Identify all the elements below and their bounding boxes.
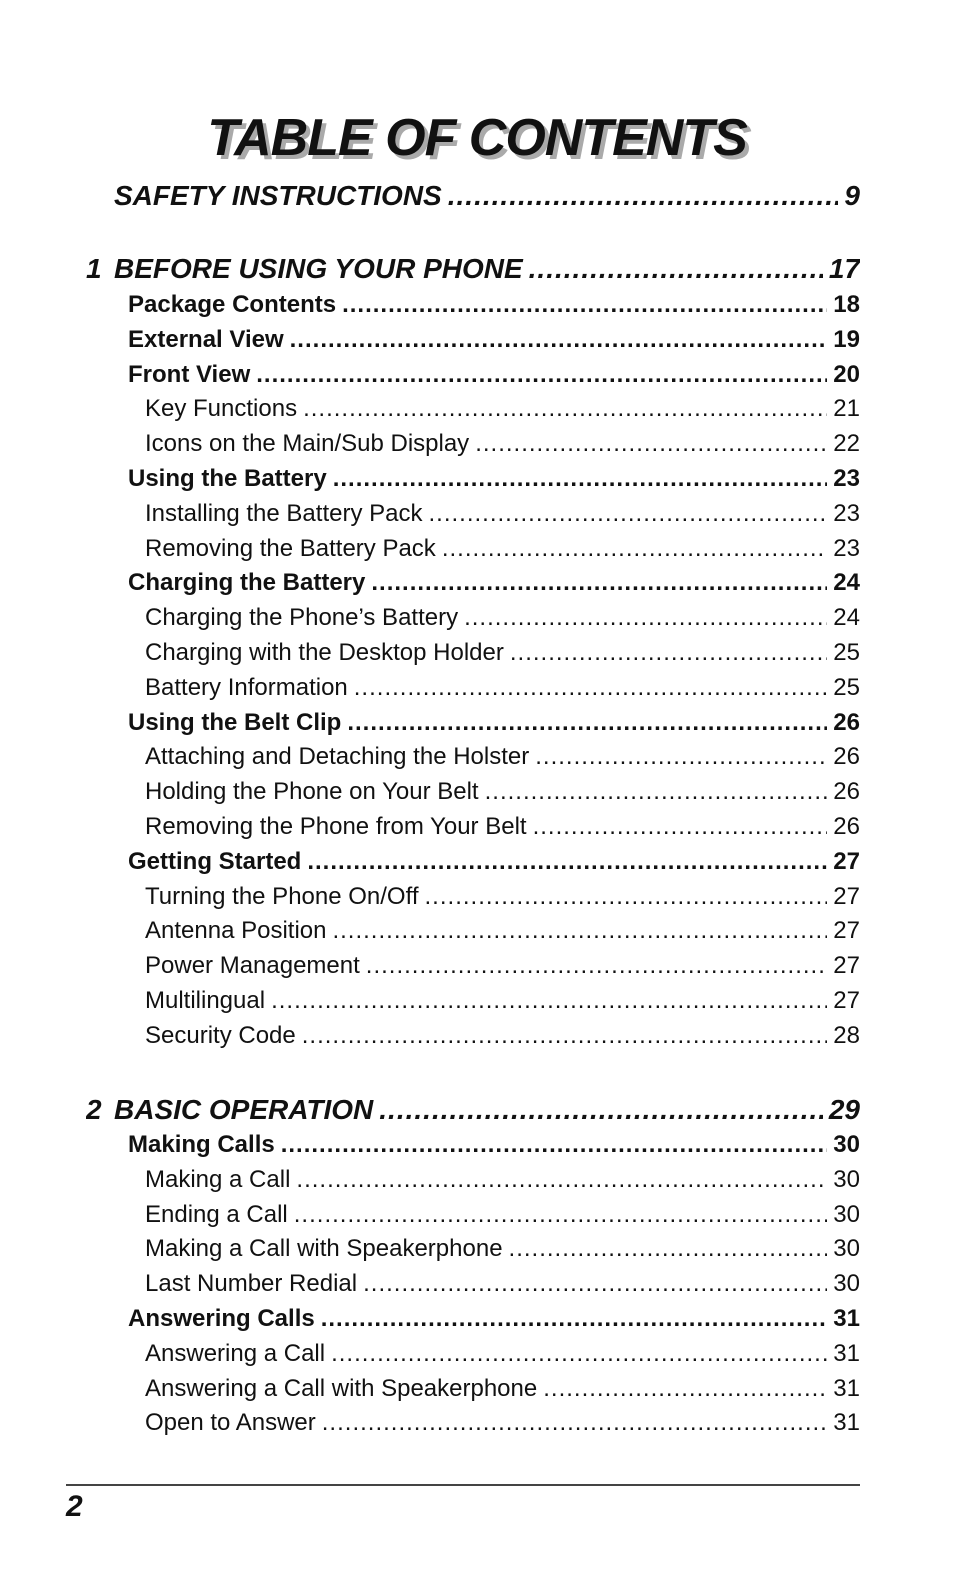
toc-entry-page: 31 [833, 1409, 860, 1437]
dot-leader [294, 1198, 828, 1232]
toc-entry-page: 30 [833, 1131, 860, 1158]
dot-leader [485, 775, 828, 809]
toc-subsection-entry[interactable] [145, 1267, 860, 1301]
toc-entry-page: 24 [833, 604, 860, 632]
toc-entry-page: 23 [833, 499, 860, 527]
dot-leader [529, 250, 823, 288]
toc-entry-label: Power Management [145, 952, 360, 980]
toc-entry-label: Holding the Phone on Your Belt [145, 778, 479, 806]
chapter-page: 29 [828, 1094, 860, 1125]
dot-leader [332, 914, 827, 948]
toc-subsection-entry[interactable] [145, 1406, 860, 1440]
toc-entry-page: 19 [833, 325, 860, 353]
dot-leader [510, 636, 827, 670]
dot-leader [256, 358, 827, 392]
toc-entry-label: Icons on the Main/Sub Display [145, 430, 470, 458]
toc-subsection-entry[interactable] [145, 810, 860, 844]
toc-section-entry[interactable] [128, 323, 860, 357]
dot-leader [271, 984, 827, 1018]
toc-entry-label: Charging the Battery [128, 569, 366, 597]
toc-subsection-entry[interactable] [145, 1019, 860, 1053]
toc-entry-page: 27 [833, 917, 860, 945]
toc-entry-label: Antenna Position [145, 917, 327, 945]
dot-leader [379, 1091, 823, 1129]
dot-leader [321, 1302, 828, 1336]
chapter-number: 2 [86, 1094, 102, 1125]
toc-entry-page: 26 [833, 743, 860, 771]
chapter-number: 1 [86, 253, 102, 284]
toc-entry-label: Attaching and Detaching the Holster [145, 743, 530, 771]
toc-entry-page: 20 [833, 360, 860, 388]
toc-entry-page: 26 [833, 778, 860, 806]
dot-leader [533, 810, 828, 844]
toc-subsection-entry[interactable] [145, 497, 860, 531]
toc-subsection-entry[interactable] [145, 392, 860, 426]
toc-entry-label: Using the Belt Clip [128, 708, 342, 736]
toc-subsection-entry[interactable] [145, 671, 860, 705]
toc-entry-label: External View [128, 325, 284, 353]
toc-entry-label: Ending a Call [145, 1200, 288, 1228]
dot-leader [448, 177, 839, 215]
dot-leader [307, 845, 827, 879]
dot-leader [290, 323, 828, 357]
toc-entry-page: 26 [833, 708, 860, 736]
toc-subsection-entry[interactable] [145, 775, 860, 809]
toc-entry-label: Answering a Call with Speakerphone [145, 1374, 538, 1402]
toc-subsection-entry[interactable] [145, 427, 860, 461]
toc-entry-label: Turning the Phone On/Off [145, 882, 419, 910]
toc-subsection-entry[interactable] [145, 880, 860, 914]
toc-entry-label: Making a Call [145, 1165, 291, 1193]
dot-leader [333, 462, 828, 496]
dot-leader [475, 427, 827, 461]
dot-leader [331, 1337, 827, 1371]
dot-leader [303, 392, 827, 426]
toc-entry-label: Making a Call with Speakerphone [145, 1235, 503, 1263]
toc-entry-page: 26 [833, 813, 860, 840]
dot-leader [296, 1163, 827, 1197]
toc-subsection-entry[interactable] [145, 1232, 860, 1266]
toc-entry-page: 23 [833, 465, 860, 492]
toc-entry-page: 31 [833, 1305, 860, 1332]
toc-section-entry[interactable] [128, 845, 860, 879]
toc-entry-label: Key Functions [145, 395, 298, 423]
toc-entry-safety-instructions[interactable] [114, 177, 860, 215]
page-number: 2 [66, 1490, 83, 1523]
toc-entry-page: 25 [833, 673, 860, 701]
dot-leader [442, 532, 827, 566]
toc-section-entry[interactable] [128, 1128, 860, 1162]
toc-entry-label: Battery Information [145, 673, 348, 701]
dot-leader [425, 880, 828, 914]
toc-subsection-entry[interactable] [145, 1337, 860, 1371]
toc-subsection-entry[interactable] [145, 601, 860, 635]
dot-leader [464, 601, 827, 635]
toc-entry-page: 18 [833, 291, 860, 318]
toc-entry-page: 9 [844, 180, 860, 211]
toc-subsection-entry[interactable] [145, 532, 860, 566]
toc-entry-label: Last Number Redial [145, 1270, 358, 1298]
toc-entry-label: Answering Calls [128, 1305, 315, 1332]
toc-entry-page: 25 [833, 639, 860, 666]
toc-entry-label: Open to Answer [145, 1409, 316, 1437]
toc-entry-label: Charging the Phone’s Battery [145, 604, 459, 632]
toc-entry-page: 30 [833, 1165, 860, 1193]
toc-entry-page: 30 [833, 1270, 860, 1298]
toc-entry-label: Package Contents [128, 291, 337, 318]
chapter-title: BASIC OPERATION [114, 1094, 374, 1125]
dot-leader [302, 1019, 828, 1053]
dot-leader [371, 566, 827, 600]
toc-entry-label: Making Calls [128, 1131, 275, 1158]
dot-leader [509, 1232, 828, 1266]
footer-divider [66, 1484, 860, 1486]
toc-section-entry[interactable] [128, 566, 860, 600]
dot-leader [347, 706, 827, 740]
dot-leader [342, 288, 827, 322]
dot-leader [363, 1267, 827, 1301]
toc-entry-label: Using the Battery [128, 465, 327, 492]
toc-entry-page: 31 [833, 1339, 860, 1367]
toc-entry-page: 24 [833, 569, 860, 597]
toc-entry-label: Removing the Phone from Your Belt [145, 813, 527, 840]
toc-entry-label: SAFETY INSTRUCTIONS [114, 180, 442, 211]
toc-entry-label: Front View [128, 360, 251, 388]
toc-entry-label: Multilingual [145, 987, 266, 1014]
chapter-page: 17 [828, 253, 860, 284]
toc-entry-page: 22 [833, 430, 860, 458]
toc-entry-label: Answering a Call [145, 1339, 326, 1367]
toc-subsection-entry[interactable] [145, 914, 860, 948]
toc-entry-label: Getting Started [128, 847, 302, 875]
dot-leader [322, 1406, 828, 1440]
toc-entry-page: 27 [833, 847, 860, 875]
chapter-title: BEFORE USING YOUR PHONE [114, 253, 523, 284]
toc-chapter-2[interactable] [86, 1091, 860, 1129]
toc-subsection-entry[interactable] [145, 1163, 860, 1197]
toc-entry-page: 23 [833, 534, 860, 562]
dot-leader [281, 1128, 828, 1162]
toc-entry-page: 27 [833, 952, 860, 980]
toc-entry-page: 27 [833, 987, 860, 1014]
toc-subsection-entry[interactable] [145, 636, 860, 670]
toc-entry-label: Installing the Battery Pack [145, 499, 423, 527]
toc-subsection-entry[interactable] [145, 984, 860, 1018]
toc-entry-label: Security Code [145, 1021, 296, 1049]
dot-leader [354, 671, 828, 705]
toc-section-entry[interactable] [128, 706, 860, 740]
toc-entry-page: 27 [833, 882, 860, 910]
toc-entry-page: 30 [833, 1235, 860, 1263]
toc-entry-page: 31 [833, 1374, 860, 1402]
page-title: TABLE OF CONTENTS [207, 108, 747, 167]
dot-leader [543, 1372, 827, 1406]
toc-section-entry[interactable] [128, 462, 860, 496]
toc-entry-label: Removing the Battery Pack [145, 534, 436, 562]
toc-section-entry[interactable] [128, 288, 860, 322]
dot-leader [366, 949, 828, 983]
toc-entry-label: Charging with the Desktop Holder [145, 639, 504, 666]
toc-section-entry[interactable] [128, 358, 860, 392]
toc-entry-page: 30 [833, 1200, 860, 1228]
toc-subsection-entry[interactable] [145, 949, 860, 983]
dot-leader [428, 497, 827, 531]
toc-subsection-entry[interactable] [145, 1372, 860, 1406]
dot-leader [535, 740, 827, 774]
toc-entry-page: 21 [833, 395, 860, 423]
toc-chapter-1[interactable] [86, 250, 860, 288]
toc-subsection-entry[interactable] [145, 1198, 860, 1232]
toc-section-entry[interactable] [128, 1302, 860, 1336]
toc-entry-page: 28 [833, 1021, 860, 1049]
toc-subsection-entry[interactable] [145, 740, 860, 774]
